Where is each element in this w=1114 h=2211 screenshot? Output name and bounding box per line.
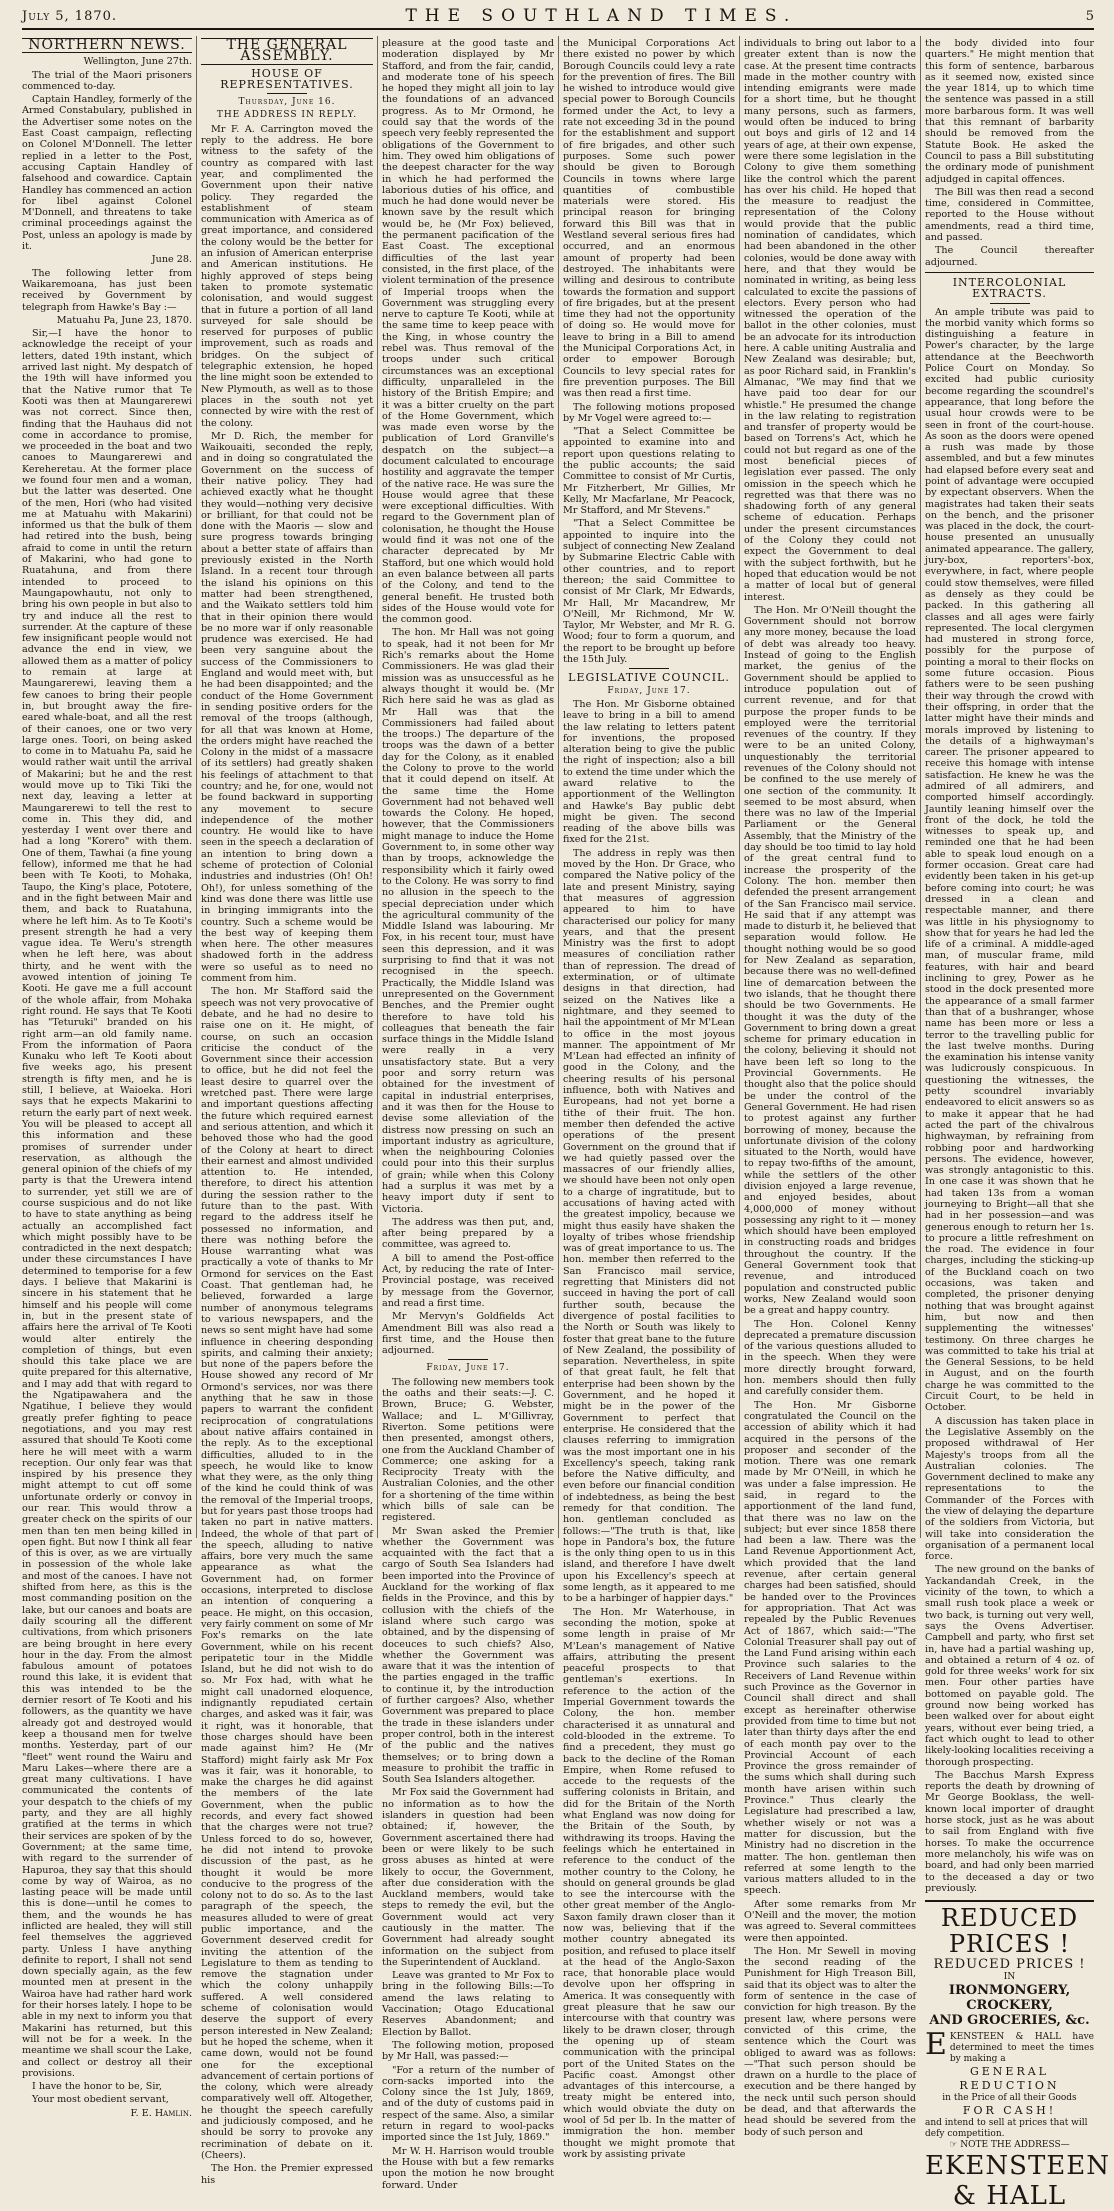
- ad-text: in the Price of all their Goods: [942, 2093, 1077, 2104]
- ad-goods: IRONMONGERY, CROCKERY,: [948, 1983, 1071, 2014]
- ad-body: [925, 2027, 1094, 2065]
- ad-reduction: GENERAL REDUCTION: [959, 2065, 1060, 2093]
- column-3: [382, 38, 554, 2191]
- session-date: Friday, June 17.: [426, 1363, 510, 1374]
- masthead: [22, 4, 1094, 30]
- general-assembly-heading: THE GENERAL ASSEMBLY.: [201, 38, 373, 65]
- northern-news-heading: NORTHERN NEWS.: [22, 38, 192, 53]
- ad-text: and intend to sell at prices that will defy competition.: [925, 2118, 1088, 2140]
- column-6: [925, 38, 1110, 2211]
- debate-topic: THE ADDRESS IN REPLY.: [216, 110, 358, 121]
- article-paragraph: pleasure at the good taste and moderation displayed by Mr Stafford, and from the fair, candid, and moderate tone of his speech he hoped they might all join to lay the foundations of an advanced progress. As to Mr Ormond, he could say that the words of the speech very feebly represented the obligations of the Government to him. They owed him obligations of the deepest character for the way in which he had performed the laborious duties of his office, and much he had done would never be known save by the result which would be, he (Mr Fox) believed, the permanent pacification of the East Coast. The exceptional difficulties of the last year consisted, in the first place, of the violent termination of the presence of Imperial troops when the Government was struggling every nerve to capture Te Kooti, while at the same time to keep peace with the King, in whose country the rebel was. Thus removal of the troops under such critical circumstances was an exceptional difficulty, unparalleled in the history of the British Empire; and it was a bitter cruelty on the part of the Home Government, which was made even worse by the publication of Lord Granville's despatch on the subject—a document calculated to encourage hostility and aggravate the temper of the native race. He was sure the House would agree that these were exceptional difficulties. With regard to the Government plan of colonisation, he thought the House would find it was not one of the character deprecated by Mr Stafford, but one which would hold an even balance between all parts of the Colony, and tend to the general benefit. He trusted both sides of the House would vote for the common good.: [382, 38, 554, 626]
- article-paragraph: The Bacchus Marsh Express reports the death by drowning of Mr George Booklass, the well-known local importer of draught horse stock, just as he was about to sail from England with five horses. To make the occurrence more melancholy, his wife was on board, and had only been married to the deceased a day or two previously.: [925, 1769, 1094, 1894]
- ad-subheadline: REDUCED PRICES !: [933, 1957, 1086, 1973]
- article-paragraph: Mr Mervyn's Goldfields Act Amendment Bill was also read a first time, and the House then adjourned.: [382, 1311, 554, 1357]
- page-number: 5: [1085, 8, 1094, 24]
- ad-address-note: ☞ NOTE THE ADDRESS—: [949, 2140, 1070, 2151]
- ad-goods: AND GROCERIES, &c.: [929, 2013, 1090, 2029]
- article-paragraph: the body divided into four quarters." He might mention that this form of sentence, barbarous as it seemed now, existed since the year 1814, up to which time the sentence was passed in a still more barbarous form. It was well that this remnant of barbarity should be removed from the Statute Book. He asked the Council to pass a Bill substituting the ordinary mode of punishment adjudged in capital offences.: [925, 38, 1094, 185]
- ad-for-cash: FOR CASH!: [962, 2104, 1057, 2118]
- ad-text: IN: [1003, 1972, 1016, 1983]
- ad-firm-name: EKENSTEEN & HALL: [925, 2151, 1110, 2211]
- article-paragraph: The Hon. Mr Gisborne obtained leave to bring in a bill to amend the law relating to letters patent for inventions, the proposed alteration being to give the public the right of inspection; also a bill to extend the time under which the award relative to the apportionment of the Wellington and Hawke's Bay public debt might be given. The second reading of the above bills was fixed for the 21st.: [563, 698, 735, 846]
- letter-closing: Your most obedient servant,: [32, 2094, 169, 2106]
- ad-body-text: KENSTEEN & HALL have determined to meet the times by making a: [949, 2032, 1094, 2065]
- newspaper-title: THE SOUTHLAND TIMES.: [405, 6, 798, 26]
- article-paragraph: The address in reply was then moved by the Hon. Dr Grace, who compared the Native policy of the late and present Ministry, saying that measures of aggression appeared to him to have characterised our policy for many years, and that the present Ministry was the first to adopt measures of conciliation rather than of repression. The dread of extermination, or of ultimate designs in that direction, had seized on the Natives like a nightmare, and they seemed to hail the appointment of Mr M'Lean to office in the most joyous manner. The appointment of Mr M'Lean had effected an infinity of good in the Colony, and the cheering results of his personal influence, both with Natives and Europeans, had not yet borne a tithe of their fruit. The hon. member then defended the active operations of the present Government on the ground that if we had quietly passed over the massacres of our friendly allies, we should have been not only open to a charge of ingratitude, but to accusations of having acted with the greatest impolicy, because we might thus easily have shaken the loyalty of tribes whose friendship was of great importance to us. The hon. member then referred to the San Francisco mail service, regretting that Ministers did not succeed in having the port of call further south, because the divergence of postal facilities to the North or South was likely to foster that great bane to the future of New Zealand, the possibility of separation. Nevertheless, in spite of that great fault, he felt that enterprise had been shown by the Government, and he hoped it might be in the power of the Government to perfect that enterprise. He considered that the clauses referring to immigration was the most important one in his Excellency's speech, taking rank before the Native difficulty, and even before our financial condition of indebtedness, as being the best remedy for that condition. The hon. gentleman concluded as follows:—"The truth is that, like hope in Pandora's box, the future is the only thing open to us in this island, and therefore I have dwelt upon his Excellency's speech at some length, as it appeared to me to be a harbinger of happier days.": [563, 847, 735, 1605]
- divider: [448, 1359, 488, 1360]
- article-paragraph: The following motions proposed by Mr Vogel were agreed to:—: [563, 401, 735, 424]
- article-paragraph: "For a return of the number of corn-sacks imported into the Colony since the 1st July, 1869, and of the duty of customs paid in respect of the same. Also, a similar return in regard to wool-packs imported since the 1st July, 1869.": [382, 2064, 554, 2144]
- article-paragraph: Mr D. Rich, the member for Waikouaiti, seconded the reply, and in doing so congratulated the Government on the success of their native policy. They had achieved exactly what he thought they would—nothing very decisive or brilliant, for that could not be done with the Maoris — slow and sure progress towards bringing about a better state of affairs than previously existed in the North Island. In a recent tour through the island his opinions on this matter had been strengthened, and the Waikato settlers told him that in their opinion there would be no more war if only reasonable prudence was exercised. He had been very sanguine about the success of the Commissioners to England and would meet with, but he had been disappointed; and the conduct of the Home Government in sending positive orders for the removal of the troops (although, for all that was known at Home, the orders might have reached the Colony in the midst of a massacre of its settlers) had greatly shaken his feelings of attachment to that country; and he, for one, would not be found backward in supporting any movement to secure independence of the mother country. He would like to have seen in the speech a declaration of an intention to bring down a scheme of protection of Colonial industries and industries (Oh! Oh! Oh!), for unless something of the kind was done there was little use in bringing immigrants into the country. Such a scheme would be the best way of keeping them when here. The other measures shadowed forth in the address were so useful as to need no comment from him.: [201, 430, 373, 985]
- article-paragraph: The Hon. Mr Waterhouse, in seconding the motion, spoke at some length in praise of Mr M'Lean's management of Native affairs, attributing the present peaceful prospects to that gentleman's exertions. In reference to the action of the Imperial Government towards the Colony, the hon. member characterised it as unnatural and cold-blooded in the extreme. To find a precedent, they must go back to the decline of the Roman Empire, when Rome refused to accede to the requests of the suffering colonists in Britain, and did for the Britain of the North what England was now doing for the Britain of the South, by withdrawing its troops. Having the feelings which he entertained in reference to the conduct of the mother country to the Colony, he should on general grounds be glad to see the intercourse with the other great member of the Anglo-Saxon family drawn closer than it now was, believing that if the mother country abnegated its position, and refused to place itself at the head of the Anglo-Saxon race, that honorable place would devolve upon her offspring in America. It was consequently with great pleasure that he saw our intercourse with that country was likely to be drawn closer, through the opening up of steam communication with the principal port of the United States on the Pacific coast. Amongst other advantages of this intercourse, a treaty might be entered into, which would obviate the duty on wool of 5d per lb. In the matter of immigration the hon. member thought we might promote that work by assisting private: [563, 1606, 735, 2160]
- letter-closing: I have the honor to be, Sir,: [32, 2081, 163, 2093]
- column-rule: [920, 36, 921, 1538]
- article-paragraph: Captain Handley, formerly of the Armed Constabulary, published in the Advertiser some notes on the East Coast campaign, reflecting on Colonel M'Donnell. The letter replied in a letter to the Post, accusing Captain Handley of falsehood and cowardice. Captain Handley has commenced an action for libel against Colonel M'Donnell, and threatens to take criminal proceedings against the Post, unless an apology is made by it.: [22, 94, 192, 253]
- article-paragraph: The Hon. Colonel Kenny deprecated a premature discussion of the various questions alluded to in the speech. When they were more directly brought forward, hon. members should then fully and carefully consider them.: [744, 1318, 916, 1398]
- article-paragraph: The following new members took the oaths and their seats:—J. C. Brown, Bruce; G. Webster, Wallace; and L. M'Gillivray, Riverton. Some petitions were then presented, amongst others, one from the Auckland Chamber of Commerce; one asking for a Reciprocity Treaty with the Australian Colonies, and the other for a shortening of the time within which bills of sale can be registered.: [382, 1376, 554, 1524]
- legislative-council-heading: LEGISLATIVE COUNCIL.: [568, 671, 730, 685]
- article-paragraph: The Hon. Mr O'Neill thought the Government should not borrow any more money, because the load of debt was already too heavy. Instead of going to the English market, the genius of the Government should be applied to introduce population out of current revenue, and for that purpose the proper funds to be employed were the territorial revenues of the country. If they were to be an united Colony, unquestionably the territorial revenues of the Colony should not be confined to the use merely of one section of the community. It seemed to be most absurd, when there was no law of the Imperial Parliament or the General Assembly, that the Ministry of the day should be too timid to lay hold of the great central fund to increase the prosperity of the Colony. The hon. member then defended the present arrangement of the San Francisco mail service. He said that if any attempt was made to disturb it, he believed that separation would follow. He thought nothing would be so good for New Zealand as separation, because there was no well-defined line of demarcation between the two islands, that he thought there should be two Governments. He thought it was the duty of the Government to bring down a great scheme for primary education in the colony, believing it should not have been left so long to the Provincial Governments. He thought also that the police should be under the control of the General Government. He had risen to protest against any further borrowing of money, because the unfortunate division of the colony situated to the North, would have to repay two-fifths of the amount, while the settlers of the other division enjoyed a large revenue, and enjoyed besides, about 4,000,000 of money without possessing any right to it — money which should have been employed in constructing roads and bridges throughout the country. If the General Government took that revenue, and introduced population and constructed public works, New Zealand would soon be a great and happy country.: [744, 604, 916, 1317]
- article-paragraph: The Hon. the Premier expressed his: [201, 2163, 373, 2186]
- column-5: [744, 38, 916, 2138]
- article-paragraph: The hon. Mr Stafford said the speech was not very provocative of debate, and he had no desire to raise one on it. He might, of course, on such an occasion criticise the conduct of the Government since their accession to office, but he did not feel the least desire to quarrel over the wretched past. There were large and important questions affecting the future which required earnest and serious attention, and which it behoved those who had the good of the Colony at heart to direct their earnest and almost undivided attention to. He intended, therefore, to direct his attention during the session rather to the future than to the past. With regard to the address itself he possessed no information, and there was nothing before the House warranting what was practically a vote of thanks to Mr Ormond for services on the East Coast. That gentleman had, he believed, forwarded a large number of anonymous telegrams to various newspapers, and the news so sent might have had some influence in cheering desponding spirits, and calming their anxiety; but none of the papers before the House showed any record of Mr Ormond's services, nor was there anything that he saw in those papers to warrant the confident reciprocation of congratulations about native affairs contained in the reply. As to the exceptional difficulties, alluded to in the speech, he would like to know what they were, as the only thing of the kind he could think of was the removal of the Imperial troops, but for years past those troops had taken no part in native matters. Indeed, the whole of that part of the speech, alluding to native affairs, bore very much the same appearance as what the Government had, on former occasions, interpreted to disclose an intention of conquering a peace. He might, on this occasion, very fairly comment on some of Mr Fox's remarks on the late Government, while on his recent peripatetic tour in the Middle Island, but he did not wish to do so. Mr Fox had, with what he might call unadorned eloquence, indignantly repudiated certain charges, and asked was it fair, was it right, was it honorable, that those charges should have been made against him? He (Mr Stafford) might fairly ask Mr Fox was it fair, was it honorable, to make the charges he did against the members of the late Government, when the public records, and every fact showed that the charges were not true? Unless forced to do so, however, he did not intend to provoke discussion of the past, as he thought it would be more conducive to the progress of the colony not to do so. As to the last paragraph of the speech, the measures alluded to were of great public importance, and the Government deserved credit for inviting the attention of the Legislature to them as tending to remove the stagnation under which the colony unhappily suffered. A well considered scheme of colonisation would deserve the support of every person interested in New Zealand; but he hoped the scheme, when it came down, would not be found one for the exceptional advancement of certain portions of the colony, which were already comparatively well off. Altogether, he thought the speech carefully and judiciously composed, and he should be sorry to provoke any recrimination of debate on it. (Cheers).: [201, 986, 373, 2161]
- column-4: [563, 38, 735, 2160]
- divider: [629, 668, 669, 669]
- column-rule: [558, 36, 559, 1538]
- advertisement-ekensteen-hall: [925, 1900, 1110, 2211]
- column-2: [201, 37, 373, 2186]
- column-rule: [196, 36, 197, 1538]
- house-subheading: HOUSE OF REPRESENTATIVES.: [220, 66, 354, 91]
- issue-date: July 5, 1870.: [22, 8, 118, 24]
- article-paragraph: After some remarks from Mr O'Neill and the mover, the motion was agreed to. Several committees were then appointed.: [744, 1898, 916, 1944]
- letter-place: Matuahu Pa, June 23, 1870.: [56, 314, 192, 326]
- article-paragraph: The following letter from Waikaremoana, has just been received by Government by telegraph from Hawke's Bay :—: [22, 267, 192, 313]
- article-paragraph: Mr Fox said the Government had no information as to how the islanders in question had been obtained; if, however, the Government ascertained there had been or were likely to be such gross abuses as hinted at were likely to occur, the Government, after due consideration with the Auckland members, would take steps to remedy the evil, but the Government would act very cautiously in the matter. The Government had already sought information on the subject from the Superintendent of Auckland.: [382, 1787, 554, 1968]
- letter-signature: F. E. Hamlin.: [130, 2107, 192, 2119]
- article-paragraph: Leave was granted to Mr Fox to bring in the following Bills:—To amend the laws relating to Vaccination; Otago Educational Reserves Abandonment; and Election by Ballot.: [382, 1970, 554, 2038]
- article-paragraph: The hon. Mr Hall was not going to speak, had it not been for Mr Rich's remarks about the Home Commissioners. He was glad their mission was as unsuccessful as he always thought it would be. (Mr Rich here said he was as glad as Mr Hall was that the Commissioners had failed about the troops.) The departure of the troops was the dawn of a better day for the Colony, as it enabled the Colony to prove to the world that it could depend on itself. At the same time the Home Government had not behaved well towards the Colony. He hoped, however, that the Commissioners might manage to induce the Home Government to, in some other way than by troops, acknowledge the responsibility which it fairly owed to the Colony. He was sorry to find no allusion in the speech to the special depreciation under which the agricultural community of the Middle Island was labouring. Mr Fox, in his recent tour, must have seen this depression, and it was surprising to find that it was not recognised in the speech. Practically, the Middle Island was unrepresented on the Government Benches, and the Premier ought therefore to have told his colleagues that beneath the fair surface things in the Middle Island were really in a very unsatisfactory state. But a very poor and sorry return was obtained for the investment of capital in industrial enterprises, and it was then for the House to devise some alleviation of the distress now pressing on such an important industry as agriculture, when the neighbouring Colonies could pour into this their surplus of grain; while when this Colony had a surplus it was met by a heavy import duty if sent to Victoria.: [382, 627, 554, 1215]
- article-paragraph: The Hon. Mr Sewell in moving the second reading of the Punishment for High Treason Bill, said that its object was to alter the form of sentence in the case of conviction for high treason. By the present law, where persons were convicted of this crime, the sentence which the Court was obliged to award was as follows:—"That such person should be drawn on a hurdle to the place of execution and be there hanged by the neck until such person should be dead, and that afterwards the head should be severed from the body of such person and: [744, 1945, 916, 2138]
- article-paragraph: individuals to bring out labor to a greater extent than is now the case. At the present time contracts made in the mother country with intending emigrants were made for a short time, but he thought many persons, such as farmers, would often be induced to bring out boys and girls of 12 and 14 years of age, at their own expense, were there some legislation in the Colony to give them something like the control which the parent has over his child. He hoped that the measure to readjust the representation of the Colony would provide that the public nomination of candidates, which had been abandoned in the other colonies, would be done away with here, and that they would be nominated in writing, as being less calculated to excite the passions of electors. Every person who had witnessed the operation of the ballot in the other colonies, must be an advocate for its introduction here. A cable uniting Australia and New Zealand was desirable; but, as poor Richard said, in Franklin's Almanac, "We may find that we have paid too dear for our whistle." He presumed the change in the law relating to registration and transfer of property would be based on Torrens's Act, which he could not but regard as one of the most beneficial pieces of legislation ever passed. The only omission in the speech which he regretted was that there was no shadowing forth of any general scheme of education. Perhaps under the present circumstances of the Colony they could not expect the Government to deal with the subject forthwith, but he hoped that education would be not a matter of local but of general interest.: [744, 38, 916, 603]
- article-paragraph: Sir,—I have the honor to acknowledge the receipt of your letters, dated 19th instant, which arrived last night. My despatch of the 19th will have informed you that the Native rumor that Te Kooti was then at Maungarerewi was not correct. Since then, finding that the Hauhaus did not come in accordance to promise, we proceeded in the boat and two canoes to Maungarerewi and Kereheretau. At the former place we found four men and a woman, but the latter was deserted. One of the men, Hori (who had visited me at Matuahu with Makarini) informed us that the bulk of them had retired into the bush, being afraid to come in until the return of Makarini, who had gone to Ruatahuna, and from there intended to proceed to Maungapowhautu, not only to bring his own people in but also to try and induce all the rest to surrender. At the capture of these few insignificant people would not advance the end in view, we allowed them as a matter of policy to remain at large at Maungarerewi, leaving them a few canoes to bring their people in, but brought away the fire-eared whale-boat, and all the rest of their canoes, one or two very large ones. Toori, on being asked to come in to Matuahu Pa, said he would rather wait until the arrival of Makarini; but he and the rest would move up to Tiki Tiki the next day, leaving a letter at Maungarerewi to tell the rest to come in. This they did, and yesterday I went over there and had a long "Korero" with them. One of them, Tawhai (a fine young fellow), informed me that he had been with Te Kooti, to Mohaka, Taupo, the King's place, Pototere, and in the fight between Mair and them, and back to Ruatahuna, where he left him. As to Te Kooti's present strength he had a very vague idea. Te Weru's strength when he left here, was about thirty, and he went with the avowed intention of joining Te Kooti. He gave me a full account of the whole affair, from Mohaka right round. He says that Te Kooti has "Teturuki" branded on his right arm—an old family name. From the information of Paora Kunaku who left Te Kooti about five weeks ago, his present strength is fifty men, and he is still, I believe, at Waioeka. Hori says that he expects Makarini to return the early part of next week. You will be pleased to accept all this information and these promises of surrender under reservation, as although the general opinion of the chiefs of my party is that the Urewera intend to surrender, yet still we are of course suspicious and do not like to have to state anything as being actually an accomplished fact which might possibly have to be contradicted in the next despatch; under these circumstances I have determined to temporise for a few days. I believe that Makarini is sincere in his statement that he himself and his people will come in, but in the present state of affairs here the arrival of Te Kooti would alter entirely the completion of things, but even should this take place we are quite prepared for this alternative, and I may add that with regard to the Ngatipawahera and the Ngatihue, I believe they would greatly prefer fighting to peace negotiations, and you may rest assured that should Te Kooti come here he will meet with a warm reception. Our only fear was that inspired by his presence they might attempt to cut off some unfortunate orderly or convoy in our rear. This would throw a greater check on the spirits of our men than ten men being killed in open fight. But now I think all fear of this is over, as we are virtually in possession of the whole lake and most of the canoes. I have not shifted from here, as this is the most commanding position on the lake, but our canoes and boats are daily scouring all the different cultivations, from which prisoners are being brought in here every hour in the day. From the almost fabulous amount of potatoes round this lake, it is evident that this was intended to be the dernier resort of Te Kooti and his followers, as the quantity we have already got and destroyed would keep a thousand men for twelve months. Yesterday, part of our "fleet" went round the Wairu and Maru Lakes—where there are a great many cultivations. I have communicated the contents of your despatch to the chiefs of my party, and they are all highly gratified at the terms in which their services are spoken of by the Government; at the same time, with regard to the surrender of Hapuroa, they say that this should come by way of Wairoa, as no lasting peace will be made until this is done—until he comes to them, and the wounds he has inflicted are healed, they will still feel themselves the aggrieved party. Unless I have anything definite to report, I shall not send down specially again, as the few mounted men at present in the Wairoa have had rather hard work for their horses lately. I hope to be able in my next to inform you that Makarini has returned, but this will not be for a week. In the meantime we shall scour the Lake, and collect or destroy all their provisions.: [22, 328, 192, 2079]
- article-paragraph: "That a Select Committee be appointed to inquire into the subject of connecting New Zealand by Submarine Electric Cable with other countries, and to report thereon; the said Committee to consist of Mr Clark, Mr Edwards, Mr Hall, Mr Macandrew, Mr O'Neill, Mr Richmond, Mr W. Taylor, Mr Webster, and Mr R. G. Wood; four to form a quorum, and the report to be brought up before the 15th July.: [563, 518, 735, 666]
- column-1: [22, 37, 192, 2119]
- session-date: Thursday, June 16.: [238, 97, 336, 108]
- column-rule: [377, 36, 378, 1538]
- article-paragraph: The new ground on the banks of Yackandandah Creek, in the vicinity of the town, to which a small rush took place a week or two back, is turning out very well, says the Ovens Advertiser. Campbell and party, who first set in, have had a partial washing up, and obtained a return of 4 oz. of gold for three weeks' work for six men. Four other parties have bottomed on payable gold. The ground now being worked has been walked over for about eight years, without ever being tried, a fact which ought to lead to other likely-looking localities receiving a thorough prospecting.: [925, 1564, 1094, 1768]
- article-paragraph: The Hon. Mr Gisborne congratulated the Council on the accession of ability which it had acquired in the persons of the proposer and seconder of the motion. There was one remark made by Mr O'Neill, in which he was under a false impression. He said, in regard to the apportionment of the land fund, that there was no law on the subject; but ever since 1858 there had been a law. There was the Land Revenue Apportionment Act, which provided that the land revenue, after certain general charges had been satisfied, should be handed over to the Provinces for appropriation. That Act was repealed by the Public Revenues Act of 1867, which said:—"The Colonial Treasurer shall pay out of the Land Fund arising within each Province such salaries to the Receivers of Land Revenue within such Province as the Governor in Council shall direct and shall except as hereinafter otherwise provided from time to time but not later than thirty days after the end of each month pay over to the Provincial Account of each Province the gross remainder of the sums which shall during such month have arisen within such Province." Thus clearly the Legislature had prescribed a law, whether wisely or not was a matter for discussion, but the Ministry had no discretion in the matter. The hon. gentleman then referred at some length to the various matters alluded to in the speech.: [744, 1399, 916, 1897]
- dateline: Wellington, June 27th.: [83, 56, 192, 68]
- divider: [925, 272, 1094, 273]
- article-paragraph: An ample tribute was paid to the morbid vanity which forms so distinguishing a feature in Power's character, by the large attendance at the Beechworth Police Court on Monday. So excited had public curiosity become regarding the scoundrel's appearance, that long before the usual hour crowds were to be seen in front of the court-house. As soon as the doors were opened a rush was made by those assembled, and but a few minutes had elapsed before every seat and point of advantage were occupied by expectant observers. When the magistrates had taken their seats on the bench, and the prisoner was placed in the dock, the court-house presented an unusually animated appearance. The gallery, jury-box, reporters'-box, everywhere, in fact, where people could stow themselves, were filled as densely as they could be packed. In this gathering all classes and all ages were fairly represented. The local clergymen had mustered in strong force, possibly for the purpose of pointing a moral to their flocks on some future occasion. Pious fathers were to be seen pushing their way through the crowd with their offspring, in order that the latter might have their minds and morals improved by listening to the details of a highwayman's career. The prisoner appeared to receive this homage with intense satisfaction. He knew he was the admired of all admirers, and comported himself accordingly. Jauntily leaning himself over the front of the dock, he told the witnesses to speak up, and reminded one that he had been able to speak loud enough on a former occasion. Great care had evidently been taken in his get-up before coming into court; he was dressed in a clean and respectable manner, and there was little in his physiognomy to show that for years he had led the life of a criminal. A middle-aged man, of muscular frame, mild features, with hair and beard inclining to grey, Power as he stood in the dock presented more the appearance of a small farmer than that of a bushranger, whose name has been more or less a terror to the travelling public for the last twelve months. During the examination his intense vanity was ludicrously conspicuous. In questioning the witnesses, the petty scoundrel invariably endeavored to elicit answers so as to make it appear that he had acted the part of the chivalrous highwayman, by refraining from robbing poor and hardworking persons. The evidence, however, was strongly antagonistic to this. In one case it was shown that he had taken 13s from a woman journeying to Bright—all that she had in her possession—and was generous enough to return her 1s. to procure a little refreshment on the road. The evidence in four charges, including the sticking-up of the Buckland coach on two occasions, was taken and completed, the prisoner denying nothing that was brought against him, but now and then supplementing the witnesses' testimony. On three charges he was committed to take his trial at the General Sessions, to be held in August, and on the fourth charge he was committed to the Circuit Court, to be held in October.: [925, 306, 1094, 1414]
- article-paragraph: A bill to amend the Post-office Act, by reducing the rate of Inter-Provincial postage, was received by message from the Governor, and read a first time.: [382, 1252, 554, 1309]
- article-paragraph: The following motion, proposed by Mr Hall, was passed:—: [382, 2039, 554, 2063]
- intercolonial-extracts-heading: INTERCOLONIAL EXTRACTS.: [952, 275, 1067, 301]
- article-paragraph: The Council thereafter adjourned.: [925, 245, 1094, 268]
- session-date: Friday, June 17.: [607, 685, 691, 696]
- divider: [990, 303, 1030, 304]
- dateline: June 28.: [151, 254, 192, 266]
- ad-headline: REDUCED PRICES !: [940, 1904, 1079, 1959]
- article-paragraph: Mr W. H. Harrison would trouble the House with but a few remarks upon the motion he now brought forward. Under: [382, 2145, 554, 2191]
- ad-dropcap: E: [925, 2027, 947, 2063]
- article-paragraph: The trial of the Maori prisoners commenced to-day.: [22, 69, 192, 92]
- article-paragraph: the Municipal Corporations Act there existed no power by which Borough Councils could levy a rate for the prevention of fires. The Bill he wished to introduce would give special power to Borough Councils formed under the Act, to levy a rate not exceeding 3d in the pound for the establishment and support of fire brigades, and other such purposes. Some such power should be given to Borough Councils in towns where large quantities of combustible materials were stored. His principal reason for bringing forward this Bill was that in Westland several serious fires had occurred, and an enormous amount of property had been destroyed. The inhabitants were willing and desirous to contribute towards the formation and support of fire brigades, but at the present time they had not the opportunity of doing so. He would move for leave to bring in a Bill to amend the Municipal Corporations Act, in order to empower Borough Councils to levy special rates for fire prevention purposes. The Bill was then read a first time.: [563, 38, 735, 400]
- article-paragraph: Mr Swan asked the Premier whether the Government was acquainted with the fact that a cargo of South Sea Islanders had been imported into the Province of Auckland for the working of flax fields in the Province, and this by collusion with the chiefs of the island where such cargo was obtained, and by the dispensing of doceuces to such chiefs? Also, whether the Government was aware that it was the intention of the parties engaged in the traffic to continue it, by the introduction of further cargoes? Also, whether Government was prepared to place the trade in these islanders under proper control, both in the interest of the public and the natives themselves; or to bring down a measure to prohibit the traffic in South Sea Islanders altogether.: [382, 1525, 554, 1786]
- article-paragraph: The address was then put, and, after being prepared by a committee, was agreed to.: [382, 1216, 554, 1251]
- article-paragraph: The Bill was then read a second time, considered in Committee, reported to the House without amendments, read a third time, and passed.: [925, 186, 1094, 244]
- divider: [267, 93, 307, 94]
- article-paragraph: "That a Select Committee be appointed to examine into and report upon questions relating to the public accounts; the said Committee to consist of Mr Curtis, Mr Fitzherbert, Mr Gillies, Mr Kelly, Mr Macfarlane, Mr Peacock, Mr Stafford, and Mr Stevens.": [563, 426, 735, 517]
- article-paragraph: Mr F. A. Carrington moved the reply to the address. He bore witness to the safety of the country as compared with last year, and complimented the Government upon their native policy. They regarded the establishment of steam communication with America as of great importance, and considered the colony would be the better for an infusion of American enterprise and American institutions. He highly approved of steps being taken to promote systematic colonisation, and would suggest that in future a portion of all land surveyed for sale should be reserved for purposes of public improvement, such as roads and bridges. On the subject of telegraphic extension, he hoped the line might soon be extended to New Plymouth, as well as to those places in the south not yet connected by wire with the rest of the colony.: [201, 123, 373, 429]
- article-paragraph: A discussion has taken place in the Legislative Assembly on the proposed withdrawal of Her Majesty's troops from all the Australian colonies. The Government declined to make any representations to the Commander of the Forces with the view of delaying the departure of the soldiers from Victoria, but will take into consideration the organisation of a permanent local force.: [925, 1415, 1094, 1563]
- column-rule: [739, 36, 740, 1538]
